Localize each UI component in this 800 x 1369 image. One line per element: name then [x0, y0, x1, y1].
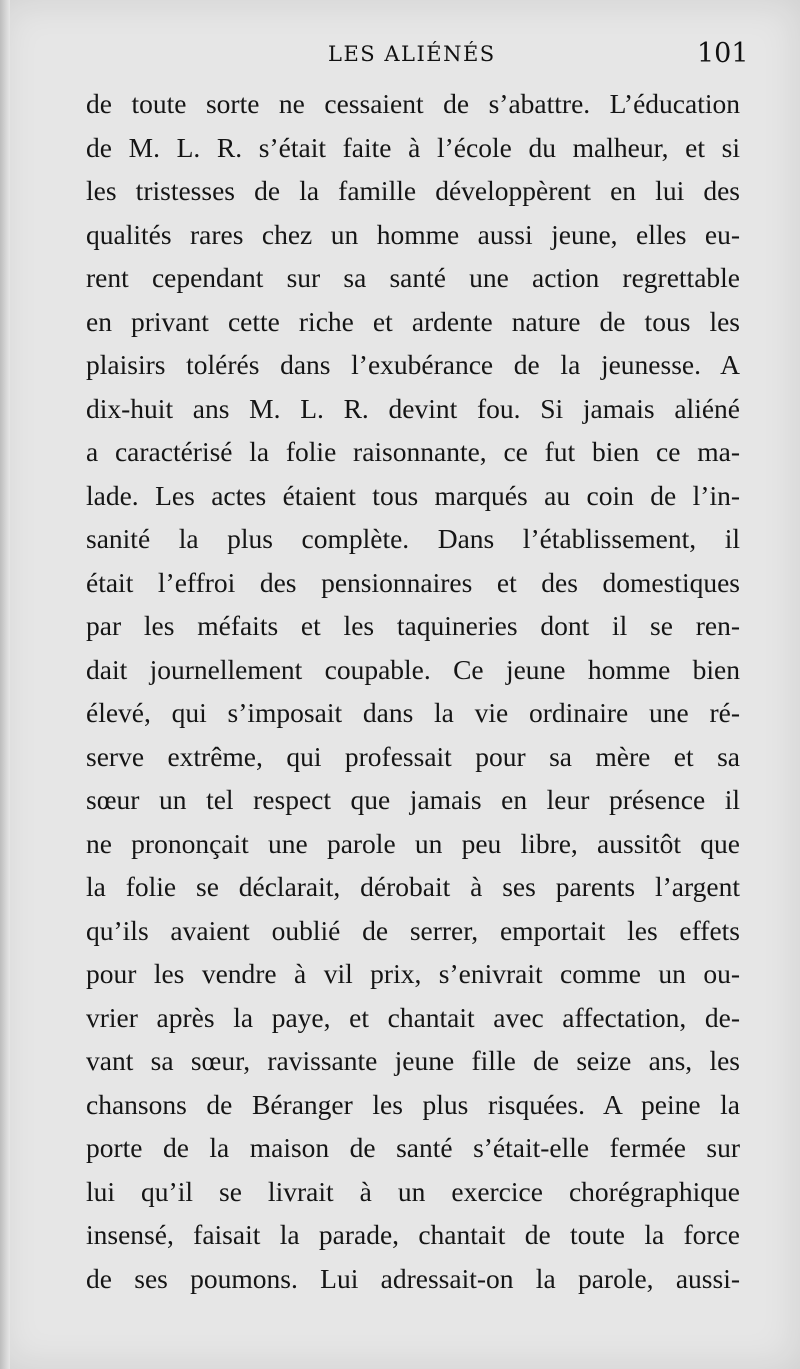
text-line: sœur un tel respect que jamais en leur présence il: [86, 784, 740, 815]
text-line: vrier après la paye, et chantait avec affectation, de-: [86, 1001, 740, 1033]
text-line: élevé, qui s’imposait dans la vie ordinaire une ré-: [86, 697, 740, 728]
text-line: chansons de Béranger les plus risquées. A peine la: [86, 1088, 740, 1120]
text-line: qu’ils avaient oublié de serrer, emportait les effets: [86, 914, 740, 946]
text-line: porte de la maison de santé s’était-elle fermée sur: [86, 1132, 740, 1163]
text-line: par les méfaits et les taquineries dont il se ren-: [86, 610, 740, 641]
text-line: insensé, faisait la parade, chantait de toute la force: [86, 1219, 740, 1250]
text-line: pour les vendre à vil prix, s’enivrait comme un ou-: [86, 958, 740, 989]
page-edge-shadow: [0, 0, 10, 1369]
text-line: rent cependant sur sa santé une action regrettable: [86, 262, 740, 293]
text-line: de toute sorte ne cessaient de s’abattre. L’éducation: [86, 88, 740, 119]
text-line: de M. L. R. s’était faite à l’école du malheur, et si: [86, 131, 740, 163]
page-number: 101: [697, 38, 749, 69]
text-line: de ses poumons. Lui adressait-on la parole, aussi-: [86, 1262, 740, 1294]
running-title: LES ALIÉNÉS: [328, 42, 496, 66]
text-line: ne prononçait une parole un peu libre, aussitôt que: [86, 827, 740, 859]
text-line: la folie se déclarait, dérobait à ses parents l’argent: [86, 871, 740, 902]
body-text: [86, 82, 740, 1300]
text-line: plaisirs tolérés dans l’exubérance de la jeunesse. A: [86, 349, 740, 380]
text-line: a caractérisé la folie raisonnante, ce fut bien ce ma-: [86, 436, 740, 467]
text-line: dix-huit ans M. L. R. devint fou. Si jamais aliéné: [86, 392, 740, 424]
text-line: dait journellement coupable. Ce jeune homme bien: [86, 653, 740, 685]
text-line: sanité la plus complète. Dans l’établissement, il: [86, 523, 740, 554]
text-line: vant sa sœur, ravissante jeune fille de seize ans, les: [86, 1045, 740, 1076]
text-line: en privant cette riche et ardente nature de tous les: [86, 305, 740, 337]
page-header: [0, 38, 800, 78]
text-line: serve extrême, qui professait pour sa mère et sa: [86, 740, 740, 772]
text-line: lade. Les actes étaient tous marqués au coin de l’in-: [86, 479, 740, 511]
text-line: qualités rares chez un homme aussi jeune, elles eu-: [86, 218, 740, 250]
text-line: lui qu’il se livrait à un exercice chorégraphique: [86, 1175, 740, 1207]
text-line: les tristesses de la famille développèrent en lui des: [86, 175, 740, 206]
text-line: était l’effroi des pensionnaires et des domestiques: [86, 566, 740, 598]
